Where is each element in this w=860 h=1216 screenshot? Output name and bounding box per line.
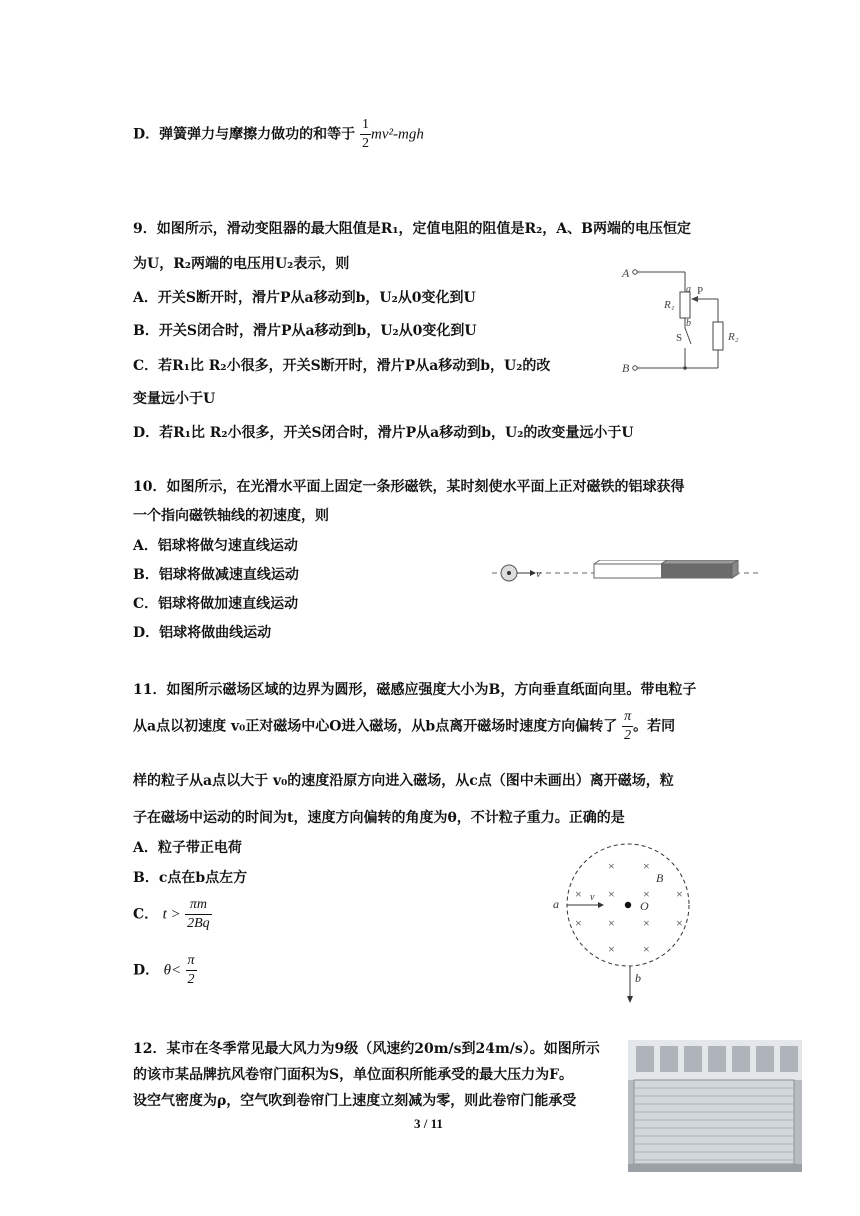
q11-option-c: C． t > $\frac{\pi m}{2Bq}$ — [133, 897, 210, 931]
svg-text:×: × — [608, 916, 615, 930]
entry-arrowhead — [598, 902, 604, 908]
q8-option-d — [133, 118, 424, 151]
rolling-door — [634, 1080, 794, 1164]
magnet-top-face — [661, 560, 738, 564]
option-text: 弹簧弹力与摩擦力做功的和等于 — [159, 126, 356, 143]
svg-text:×: × — [643, 942, 650, 956]
svg-text:×: × — [643, 916, 650, 930]
r1-label: R₁ — [664, 299, 675, 311]
q9-stem-line1: 9．如图所示，滑动变阻器的最大阻值是R₁，定值电阻的阻值是R₂，A、B两端的电压恒定 — [133, 221, 691, 237]
option-label: D． — [133, 126, 160, 143]
magnet-diagram — [490, 560, 764, 588]
svg-text:×: × — [643, 887, 650, 901]
q11-option-b: B．c点在b点左方 — [133, 870, 248, 886]
exit-arrowhead — [627, 996, 633, 1003]
q12-line1: 12．某市在冬季常见最大风力为9级（风速约20m/s到24m/s）。如图所示 — [133, 1041, 600, 1057]
svg-text:×: × — [575, 916, 582, 930]
magnet-dark-half — [661, 564, 732, 578]
q9-option-a: A．开关S断开时，滑片P从a移动到b，U₂从0变化到U — [133, 290, 476, 306]
center-o-dot — [625, 902, 631, 908]
q9-option-c-cont: 变量远小于U — [133, 391, 216, 407]
fraction-pim-over-2bq: $\frac{\pi m}{2Bq}$ — [187, 897, 210, 931]
slider-p-label: P — [697, 285, 704, 297]
svg-text:×: × — [575, 887, 582, 901]
switch-s — [685, 328, 691, 344]
r2-label: R₂ — [728, 331, 739, 343]
terminal-a-label: A — [622, 266, 630, 280]
q10-option-b: B．铝球将做减速直线运动 — [133, 567, 299, 583]
q10-option-c: C．铝球将做加速直线运动 — [133, 596, 299, 612]
ground — [628, 1164, 802, 1172]
slider-end-a-label: a — [686, 284, 691, 295]
svg-text:×: × — [676, 887, 683, 901]
q12-line2: 的该市某品牌抗风卷帘门面积为S，单位面积所能承受的最大压力为F。 — [133, 1067, 574, 1083]
center-o-label: O — [640, 899, 649, 913]
ball-center — [507, 571, 511, 575]
q9-option-d: D．若R₁比 R₂小很多，开关S闭合时，滑片P从a移动到b，U₂的改变量远小于U — [133, 425, 634, 441]
velocity-label: v — [536, 568, 541, 580]
q11-stem-line3: 样的粒子从a点以大于 v₀的速度沿原方向进入磁场，从c点（图中未画出）离开磁场，粒 — [133, 773, 674, 789]
magnetic-field-diagram — [548, 840, 698, 1010]
q9-option-b: B．开关S闭合时，滑片P从a移动到b，U₂从0变化到U — [133, 323, 477, 339]
q10-option-a: A．铝球将做匀速直线运动 — [133, 538, 298, 554]
velocity-v0-label: v — [590, 892, 595, 903]
q9-option-c: C．若R₁比 R₂小很多，开关S断开时，滑片P从a移动到b，U₂的改 — [133, 358, 551, 374]
rolling-door-photo — [628, 1040, 802, 1172]
fraction-pi-over-2: $\frac{\pi}{2}$ — [624, 709, 632, 743]
svg-text:×: × — [676, 916, 683, 930]
q11-stem-line1: 11．如图所示磁场区域的边界为圆形，磁感应强度大小为B，方向垂直纸面向里。带电粒子 — [133, 682, 697, 698]
q12-line3: 设空气密度为ρ，空气吹到卷帘门上速度立刻减为零，则此卷帘门能承受 — [133, 1093, 577, 1109]
q11-stem-line2: 从a点以初速度 v₀正对磁场中心O进入磁场，从b点离开磁场时速度方向偏转了 $\frac{\pi}{2}$ 。若同 — [133, 709, 676, 743]
fraction-half: $\frac{1}{2}$ — [362, 117, 370, 151]
field-b-label: B — [656, 871, 664, 885]
q10-option-d: D．铝球将做曲线运动 — [133, 625, 272, 641]
q11-option-a: A．粒子带正电荷 — [133, 840, 242, 856]
q11-option-d: D． θ< $\frac{\pi}{2}$ — [133, 953, 195, 987]
svg-text:×: × — [608, 859, 615, 873]
magnet-edge — [594, 560, 600, 564]
rheostat-r1 — [680, 292, 690, 318]
svg-text:×: × — [608, 887, 615, 901]
q10-stem-line2: 一个指向磁铁轴线的初速度，则 — [133, 508, 329, 524]
formula: mv²-mgh — [371, 126, 424, 143]
q11-stem-line4: 子在磁场中运动的时间为t，速度方向偏转的角度为θ，不计粒子重力。正确的是 — [133, 810, 625, 826]
svg-text:×: × — [643, 859, 650, 873]
svg-text:×: × — [608, 942, 615, 956]
resistor-r2 — [713, 322, 723, 350]
fraction-pi-over-2: $\frac{\pi}{2}$ — [187, 953, 195, 987]
terminal-b — [633, 366, 637, 370]
upper-windows — [636, 1046, 798, 1072]
point-b-label: b — [635, 971, 641, 985]
page-number: 3 / 11 — [414, 1116, 443, 1131]
terminal-b-label: B — [622, 361, 630, 375]
switch-s-label: S — [676, 332, 683, 344]
q10-stem-line1: 10．如图所示，在光滑水平面上固定一条形磁铁，某时刻使水平面上正对磁铁的铝球获得 — [133, 479, 685, 495]
circuit-diagram — [618, 262, 758, 378]
point-a-label: a — [553, 897, 559, 911]
q9-stem-line2: 为U，R₂两端的电压用U₂表示，则 — [133, 256, 350, 272]
terminal-a — [633, 270, 637, 274]
slider-end-b-label: b — [686, 318, 691, 329]
